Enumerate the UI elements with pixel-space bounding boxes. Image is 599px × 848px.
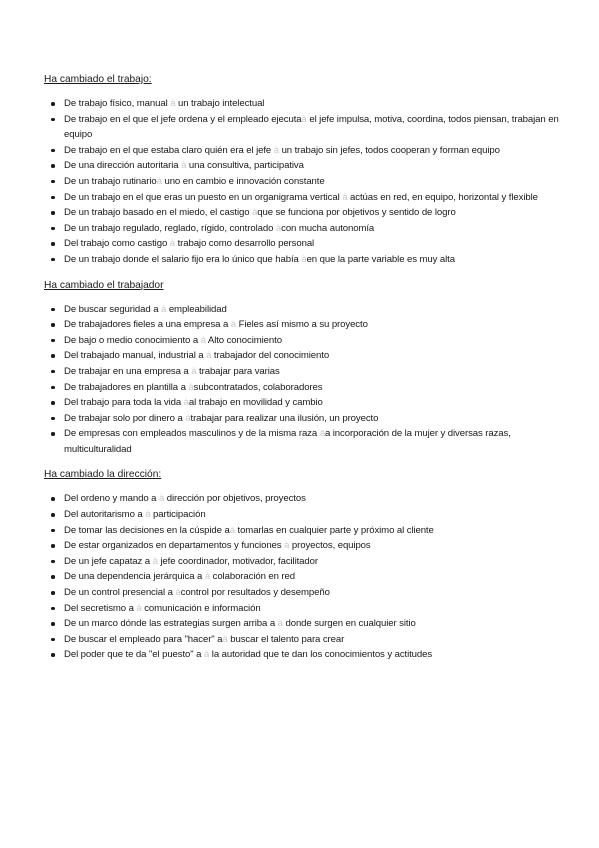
arrow-glyph: à xyxy=(273,144,279,156)
list-item: De trabajo físico, manual à un trabajo intelectual xyxy=(44,96,559,112)
list-item: De trabajadores fieles a una empresa a à Fieles así mismo a su proyecto xyxy=(44,317,559,333)
section-trabajo xyxy=(44,73,559,268)
arrow-glyph: à xyxy=(203,649,210,661)
list-item: De trabajar en una empresa a à trabajar para varias xyxy=(44,364,559,380)
list-item: Del poder que te da "el puesto" a à la autoridad que te dan los conocimientos y actitudes xyxy=(44,647,559,663)
arrow-glyph: à xyxy=(169,238,175,250)
arrow-glyph: à xyxy=(161,303,167,315)
bullet-list xyxy=(44,491,559,663)
arrow-glyph: à xyxy=(319,428,325,440)
arrow-glyph: à xyxy=(145,509,151,521)
list-item: Del trabajo para toda la vida àal trabajo en movilidad y cambio xyxy=(44,395,559,411)
list-item: De trabajo en el que el jefe ordena y el empleado ejecutaà el jefe impulsa, motiva, coordina, todos piensan, trabajan en equipo xyxy=(44,112,559,143)
section-title: Ha cambiado el trabajo: xyxy=(44,74,152,85)
list-item: Del trabajo como castigo à trabajo como desarrollo personal xyxy=(44,236,559,252)
arrow-glyph: à xyxy=(277,618,283,630)
list-item: De buscar seguridad a à empleabilidad xyxy=(44,302,559,318)
arrow-glyph: à xyxy=(136,602,142,614)
list-item: Del trabajado manual, industrial a à trabajador del conocimiento xyxy=(44,348,559,364)
list-item: De un trabajo donde el salario fijo era lo único que había àen que la parte variable es muy alta xyxy=(44,252,559,268)
list-item: De una dependencia jerárquica a à colaboración en red xyxy=(44,569,559,585)
bullet-list xyxy=(44,302,559,458)
list-item: De bajo o medio conocimiento a à Alto conocimiento xyxy=(44,333,559,349)
list-item: De un trabajo basado en el miedo, el castigo àque se funciona por objetivos y sentido de logro xyxy=(44,205,559,221)
arrow-glyph: à xyxy=(275,222,282,234)
list-item: De tomar las decisiones en la cúspide aà tomarlas en cualquier parte y próximo al cliente xyxy=(44,523,559,539)
list-item: De trabajadores en plantilla a àsubcontratados, colaboradores xyxy=(44,380,559,396)
list-item: Del autoritarismo a à participación xyxy=(44,507,559,523)
arrow-glyph: à xyxy=(222,633,228,645)
arrow-glyph: à xyxy=(230,319,237,331)
arrow-glyph: à xyxy=(183,397,189,409)
arrow-glyph: à xyxy=(191,365,197,377)
list-item: De trabajo en el que estaba claro quién era el jefe à un trabajo sin jefes, todos cooperan y forman equipo xyxy=(44,143,559,159)
section-direccion xyxy=(44,468,559,663)
list-item: De estar organizados en departamentos y funciones à proyectos, equipos xyxy=(44,538,559,554)
arrow-glyph: à xyxy=(188,381,194,393)
bullet-list xyxy=(44,96,559,268)
arrow-glyph: à xyxy=(185,412,191,424)
arrow-glyph: à xyxy=(206,350,212,362)
list-item: De buscar el empleado para "hacer" aà buscar el talento para crear xyxy=(44,632,559,648)
section-trabajador xyxy=(44,279,559,458)
arrow-glyph: à xyxy=(152,555,158,567)
arrow-glyph: à xyxy=(170,98,176,109)
arrow-glyph: à xyxy=(301,253,307,265)
list-item: De un trabajo en el que eras un puesto en un organigrama vertical à actúas en red, en equipo, horizontal y flexible xyxy=(44,190,559,206)
list-item: De un marco dónde las estrategias surgen arriba a à donde surgen en cualquier sitio xyxy=(44,616,559,632)
list-item: De trabajar solo por dinero a àtrabajar para realizar una ilusión, un proyecto xyxy=(44,411,559,427)
arrow-glyph: à xyxy=(200,334,206,346)
section-title: Ha cambiado el trabajador xyxy=(44,279,164,291)
section-title: Ha cambiado la dirección: xyxy=(44,469,162,481)
list-item: De un trabajo regulado, reglado, rígido, controlado àcon mucha autonomía xyxy=(44,221,559,237)
arrow-glyph: à xyxy=(284,540,290,552)
arrow-glyph: à xyxy=(252,207,258,219)
list-item: Del ordeno y mando a à dirección por objetivos, proyectos xyxy=(44,491,559,507)
arrow-glyph: à xyxy=(229,524,235,536)
list-item: Del secretismo a à comunicación e información xyxy=(44,601,559,617)
arrow-glyph: à xyxy=(301,113,307,125)
arrow-glyph: à xyxy=(181,160,187,172)
arrow-glyph: à xyxy=(175,587,181,599)
list-item: De un trabajo rutinarioà uno en cambio e innovación constante xyxy=(44,174,559,190)
list-item: De una dirección autoritaria à una consultiva, participativa xyxy=(44,158,559,174)
arrow-glyph: à xyxy=(342,191,348,203)
arrow-glyph: à xyxy=(204,571,211,583)
arrow-glyph: à xyxy=(156,175,162,187)
arrow-glyph: à xyxy=(158,493,165,505)
list-item: De un control presencial a àcontrol por resultados y desempeño xyxy=(44,585,559,601)
list-item: De un jefe capataz a à jefe coordinador, motivador, facilitador xyxy=(44,554,559,570)
list-item: De empresas con empleados masculinos y de la misma raza àa incorporación de la mujer y diversas razas, multiculturalidad xyxy=(44,426,559,457)
